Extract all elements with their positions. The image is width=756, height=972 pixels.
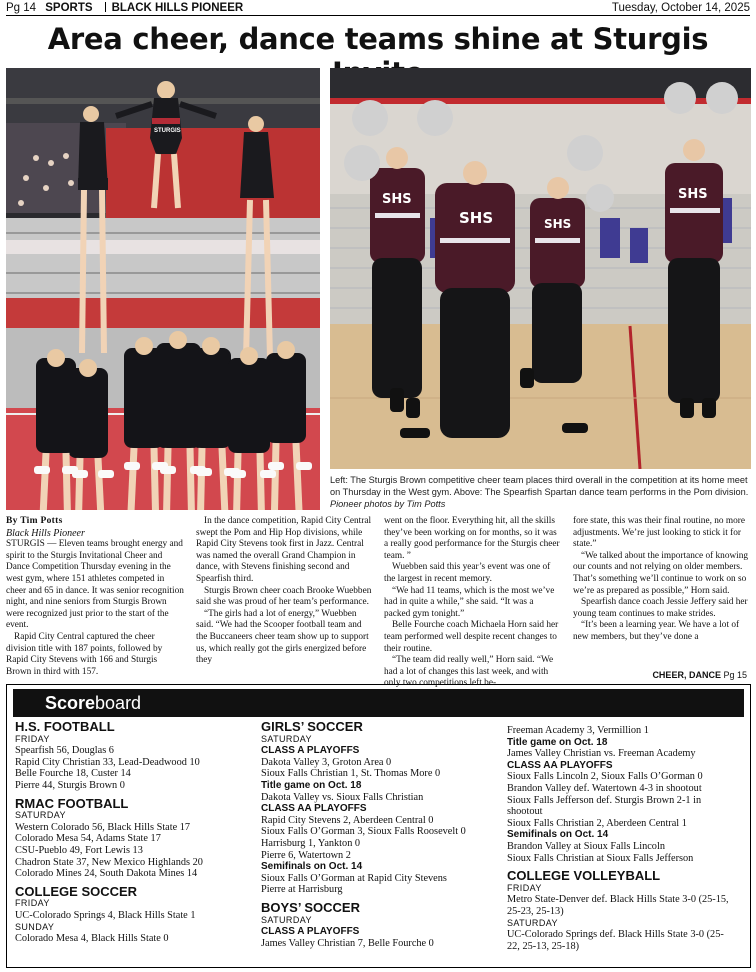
scoreboard-subheading: Title game on Oct. 18 <box>261 779 362 791</box>
scoreboard-result: Chadron State 37, New Mexico Highlands 20 <box>15 856 203 868</box>
continued-jump-line[interactable] <box>652 670 747 682</box>
scoreboard-result: Harrisburg 1, Yankton 0 <box>261 837 361 849</box>
article-paragraph: Belle Fourche coach Michaela Horn said her team performed well despite recent changes to their routine. <box>384 620 559 654</box>
masthead-left <box>6 2 249 14</box>
scoreboard-result: CSU-Pueblo 49, Fort Lewis 13 <box>15 844 143 856</box>
article-paragraph: Wuebben said this year’s event was one of the largest in recent memory. <box>384 562 551 584</box>
scoreboard-day: FRIDAY <box>507 882 542 893</box>
scoreboard-column-3 <box>507 725 747 952</box>
scoreboard-result: Rapid City Stevens 2, Aberdeen Central 0 <box>261 814 434 826</box>
scoreboard-result: Freeman Academy 3, Vermillion 1 <box>507 725 649 736</box>
photo-caption <box>330 474 751 510</box>
scoreboard-result: Sioux Falls O’Gorman at Rapid City Stevens <box>261 872 447 884</box>
cheer-team-photo <box>6 68 320 510</box>
article-headline: Area cheer, dance teams shine at Sturgis <box>47 22 709 56</box>
article-column-4 <box>573 516 751 644</box>
scoreboard-subheading: CLASS AA PLAYOFFS <box>507 759 613 771</box>
paper-name: BLACK HILLS PIONEER <box>111 1 244 14</box>
scoreboard-result: Sioux Falls Lincoln 2, Sioux Falls O’Gorman 0 <box>507 771 703 783</box>
scoreboard-result: Rapid City Christian 33, Lead-Deadwood 10 <box>15 756 200 768</box>
svg-text:SHS: SHS <box>382 192 412 207</box>
scoreboard-heading: BOYS’ SOCCER <box>261 899 360 915</box>
page-number: Pg 14 <box>6 1 37 14</box>
scoreboard-result: Sioux Falls Christian 1, St. Thomas More 0 <box>261 768 441 780</box>
article-column-2 <box>196 516 374 667</box>
scoreboard-subheading: CLASS A PLAYOFFS <box>261 745 360 757</box>
issue-date: Tuesday, October 14, 2025 <box>611 1 750 14</box>
scoreboard-result: Sioux Falls Christian at Sioux Falls Jefferson <box>507 852 694 864</box>
article-paragraph: Rapid City Central captured the cheer division title with 187 points, followed by Rapid City Stevens with 166 and Sturgis Brown in third with 157. <box>6 631 163 677</box>
article-paragraph: “We had 11 teams, which is the most we’ve had in quite a while,” she said. “It was a packed gym tonight.” <box>384 585 555 619</box>
article-body <box>6 516 751 689</box>
scoreboard-heading: COLLEGE VOLLEYBALL <box>507 868 661 884</box>
caption-text: Left: The Sturgis Brown competitive cheer team places third overall in the competition at its home meet on Thursday in the West gym. Above: The Spearfish Spartan dance team performs in the Pom division. <box>330 475 749 497</box>
scoreboard-subheading: Semifinals on Oct. 14 <box>507 829 609 841</box>
jump-label: CHEER, DANCE <box>652 670 721 681</box>
byline: By Tim Potts <box>6 516 63 526</box>
scoreboard-result: Pierre at Harrisburg <box>261 884 343 896</box>
scoreboard-result: Western Colorado 56, Black Hills State 17 <box>15 821 191 833</box>
scoreboard-box <box>6 684 751 968</box>
svg-text:SHS: SHS <box>544 217 572 231</box>
scoreboard-day: SUNDAY <box>15 921 55 932</box>
scoreboard-title-light: board <box>95 692 142 713</box>
article-paragraph: “The team did really well,” Horn said. “We had a lot of changes this last week, and with only two competitions left be- <box>384 655 554 689</box>
scoreboard-column-2 <box>261 721 507 949</box>
article-paragraph: Spearfish dance coach Jessie Jeffery said her young team continues to make strides. <box>573 597 748 619</box>
scoreboard-result: Dakota Valley vs. Sioux Falls Christian <box>261 791 424 803</box>
scoreboard-result: Colorado Mines 24, South Dakota Mines 14 <box>15 868 198 880</box>
scoreboard-column-1 <box>15 721 255 945</box>
scoreboard-result: UC-Colorado Springs def. Black Hills State 3-0 (25- <box>507 929 724 941</box>
article-paragraph: fore state, this was their final routine, no more adjustments. We’re just looking to stick it for state.” <box>573 516 745 550</box>
jump-page: Pg 15 <box>723 670 747 681</box>
svg-text:SHS: SHS <box>678 187 708 202</box>
scoreboard-result: Brandon Valley def. Watertown 4-3 in shootout <box>507 782 702 794</box>
cheer-photo-illustration <box>6 68 320 510</box>
scoreboard-heading: RMAC FOOTBALL <box>15 795 129 811</box>
scoreboard-subheading: CLASS A PLAYOFFS <box>261 926 360 938</box>
scoreboard-day: SATURDAY <box>507 917 558 928</box>
scoreboard-day: SATURDAY <box>261 733 312 744</box>
article-paragraph: “The girls had a lot of energy,” Wuebben said. “We had the Scooper football team and the Buccaneers cheer team show up to support us, which really got the girls energized before they <box>196 608 369 666</box>
scoreboard-result: Sioux Falls Jefferson def. Sturgis Brown 2-1 in <box>507 794 702 806</box>
scoreboard-result: 22, 25-13, 25-18) <box>507 940 580 952</box>
article-column-3 <box>384 516 562 690</box>
dance-team-photo <box>330 68 751 469</box>
article-paragraph: “It’s been a learning year. We have a lot of new members, but they’ve done a <box>573 620 740 642</box>
scoreboard-result: shootout <box>507 806 543 818</box>
article-paragraph: went on the floor. Everything hit, all the skills they’ve been working on for months, so it was a really good performance for the Sturgis cheer team. ” <box>384 516 560 561</box>
scoreboard-day: SATURDAY <box>261 914 312 925</box>
svg-text:SHS: SHS <box>459 209 494 227</box>
scoreboard-result: 25-23, 25-13) <box>507 905 564 917</box>
scoreboard-result: Brandon Valley at Sioux Falls Lincoln <box>507 840 665 852</box>
page-masthead <box>6 0 750 16</box>
scoreboard-subheading: Title game on Oct. 18 <box>507 736 608 748</box>
scoreboard-day: SATURDAY <box>15 810 66 821</box>
dance-photo-illustration <box>330 68 751 469</box>
scoreboard-result: Pierre 6, Watertown 2 <box>261 849 351 861</box>
scoreboard-subheading: CLASS AA PLAYOFFS <box>261 803 367 815</box>
article-paragraph: In the dance competition, Rapid City Central swept the Pom and Hip Hop divisions, while Rapid City Stevens took first in Jazz. Central was named the overall Grand Champion in dance, with Stevens finishing second and Spearfish third. <box>196 516 372 584</box>
scoreboard-heading: GIRLS’ SOCCER <box>261 719 363 734</box>
scoreboard-result: Spearfish 56, Douglas 6 <box>15 745 114 757</box>
scoreboard-banner <box>13 689 744 717</box>
photo-credit: Pioneer photos by Tim Potts <box>330 499 446 509</box>
scoreboard-result: Pierre 44, Sturgis Brown 0 <box>15 779 125 791</box>
scoreboard-result: James Valley Christian 7, Belle Fourche 0 <box>261 937 434 949</box>
scoreboard-result: James Valley Christian vs. Freeman Academy <box>507 748 696 760</box>
article-paragraph: STURGIS — Eleven teams brought energy and spirit to the Sturgis Invitational Cheer and Dance Competition Thursday evening in the west gym, where 151 athletes competed in cheer and 65 in dance. It was senior recognition night, and nine seniors from Sturgis Brown were recognized just prior to the start of the event. <box>6 539 184 631</box>
article-paragraph: Sturgis Brown cheer coach Brooke Wuebben said she was proud of her team’s performance. <box>196 585 372 608</box>
scoreboard-result: Sioux Falls Christian 2, Aberdeen Central 1 <box>507 817 687 829</box>
scoreboard-result: Belle Fourche 18, Custer 14 <box>15 768 131 780</box>
scoreboard-result: UC-Colorado Springs 4, Black Hills State 1 <box>15 909 196 921</box>
section-name: SPORTS <box>45 1 93 14</box>
scoreboard-result: Colorado Mesa 54, Adams State 17 <box>15 833 161 845</box>
scoreboard-title-bold: Score <box>45 692 96 713</box>
article-column-1 <box>6 516 184 678</box>
article-paragraph: “We talked about the importance of knowing our counts and not relying on older members. That’s something we’ll continue to work on so we’re as prepared as possible,” Horn said. <box>573 550 749 596</box>
byline-affiliation: Black Hills Pioneer <box>6 527 85 539</box>
masthead-divider <box>105 2 106 12</box>
scoreboard-result: Metro State-Denver def. Black Hills State 3-0 (25-15, <box>507 894 729 906</box>
scoreboard-day: FRIDAY <box>15 733 50 744</box>
scoreboard-heading: COLLEGE SOCCER <box>15 883 138 899</box>
scoreboard-result: Sioux Falls O’Gorman 3, Sioux Falls Roosevelt 0 <box>261 826 466 838</box>
scoreboard-subheading: Semifinals on Oct. 14 <box>261 861 363 873</box>
scoreboard-result: Colorado Mesa 4, Black Hills State 0 <box>15 933 169 945</box>
scoreboard-day: FRIDAY <box>15 898 50 909</box>
svg-text:STURGIS: STURGIS <box>154 128 181 134</box>
scoreboard-heading: H.S. FOOTBALL <box>15 719 115 734</box>
scoreboard-result: Dakota Valley 3, Groton Area 0 <box>261 756 392 768</box>
